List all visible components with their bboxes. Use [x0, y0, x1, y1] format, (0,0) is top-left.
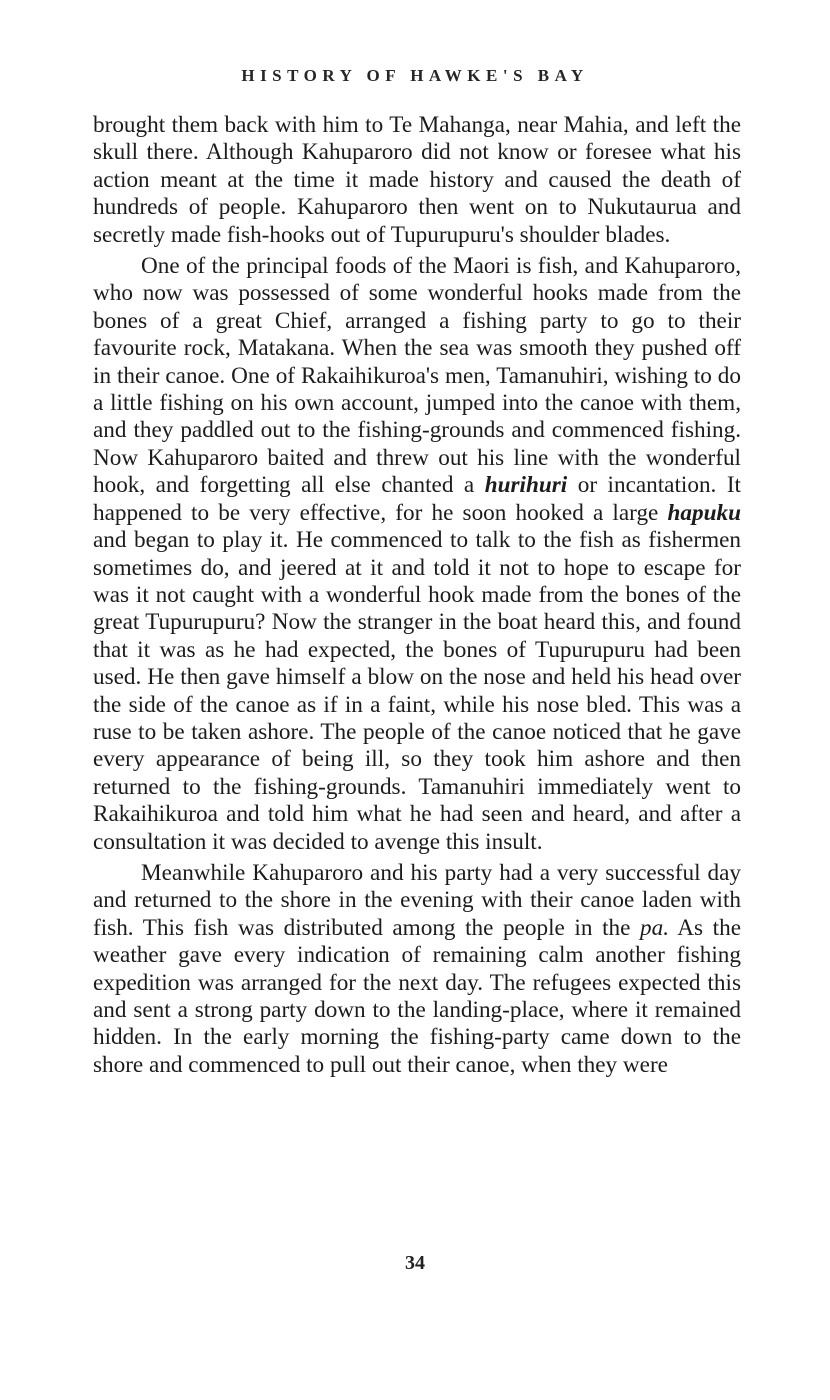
maori-term: pa. [640, 914, 669, 941]
maori-term: hurihuri [484, 472, 568, 499]
paragraph [93, 253, 741, 856]
text-run: and began to play it. He commenced to talk to the fish as fishermen sometimes do, and jeered at it and told it not to hope to escape for was it not caught with a wonderful hook made from the bones of the great Tupurupuru? Now the stranger in the boat heard this, and found that it was as he had expected, the bones of Tupurupuru had been used. He then gave himself a blow on the nose and held his head over the side of the canoe as if in a faint, while his nose bled. This was a ruse to be taken ashore. The people of the canoe noticed that he gave every appearance of being ill, so they took him ashore and then returned to the fishing-grounds. Tamanuhiri immediately went to Rakaihikuroa and told him what he had seen and heard, and after a consultation it was decided to avenge this insult. [93, 527, 741, 855]
body-text [93, 112, 741, 1079]
page-number: 34 [405, 1252, 425, 1274]
paragraph [93, 860, 741, 1079]
text-run: Meanwhile Kahuparoro and his party had a very successful day and returned to the shore in the evening with their canoe laden with fish. This fish was distributed among the people in the [93, 859, 741, 941]
text-run: One of the principal foods of the Maori is fish, and Kahuparoro, who now was possessed of some wonderful hooks made from the bones of a great Chief, arranged a fishing party to go to their favourite rock, Matakana. When the sea was smooth they pushed off in their canoe. One of Rakaihikuroa's men, Tamanuhiri, wishing to do a little fishing on his own account, jumped into the canoe with them, and they paddled out to the fishing-grounds and commenced fishing. Now Kahuparoro baited and threw out his line with the wonderful hook, and forgetting all else chanted a [93, 253, 741, 499]
maori-term: hapuku [667, 499, 741, 526]
text-run: brought them back with him to Te Mahanga, near Mahia, and left the skull there. Although Kahuparoro did not know or foresee what his action meant at the time it made history and caused the death of hundreds of people. Kahuparoro then went on to Nukutaurua and secretly made fish-hooks out of Tupurupuru's shoulder blades. [93, 112, 741, 248]
text-run: or incantation. It happened to be very effective, for he soon hooked a large [93, 472, 741, 526]
text-run: As the weather gave every indication of remaining calm another fishing expedition was arranged for the next day. The refugees expected this and sent a strong party down to the landing-place, where it remained hidden. In the early morning the fishing-party came down to the shore and commenced to pull out their canoe, when they were [93, 914, 741, 1078]
paragraph [93, 112, 741, 249]
running-head: HISTORY OF HAWKE'S BAY [241, 66, 589, 85]
